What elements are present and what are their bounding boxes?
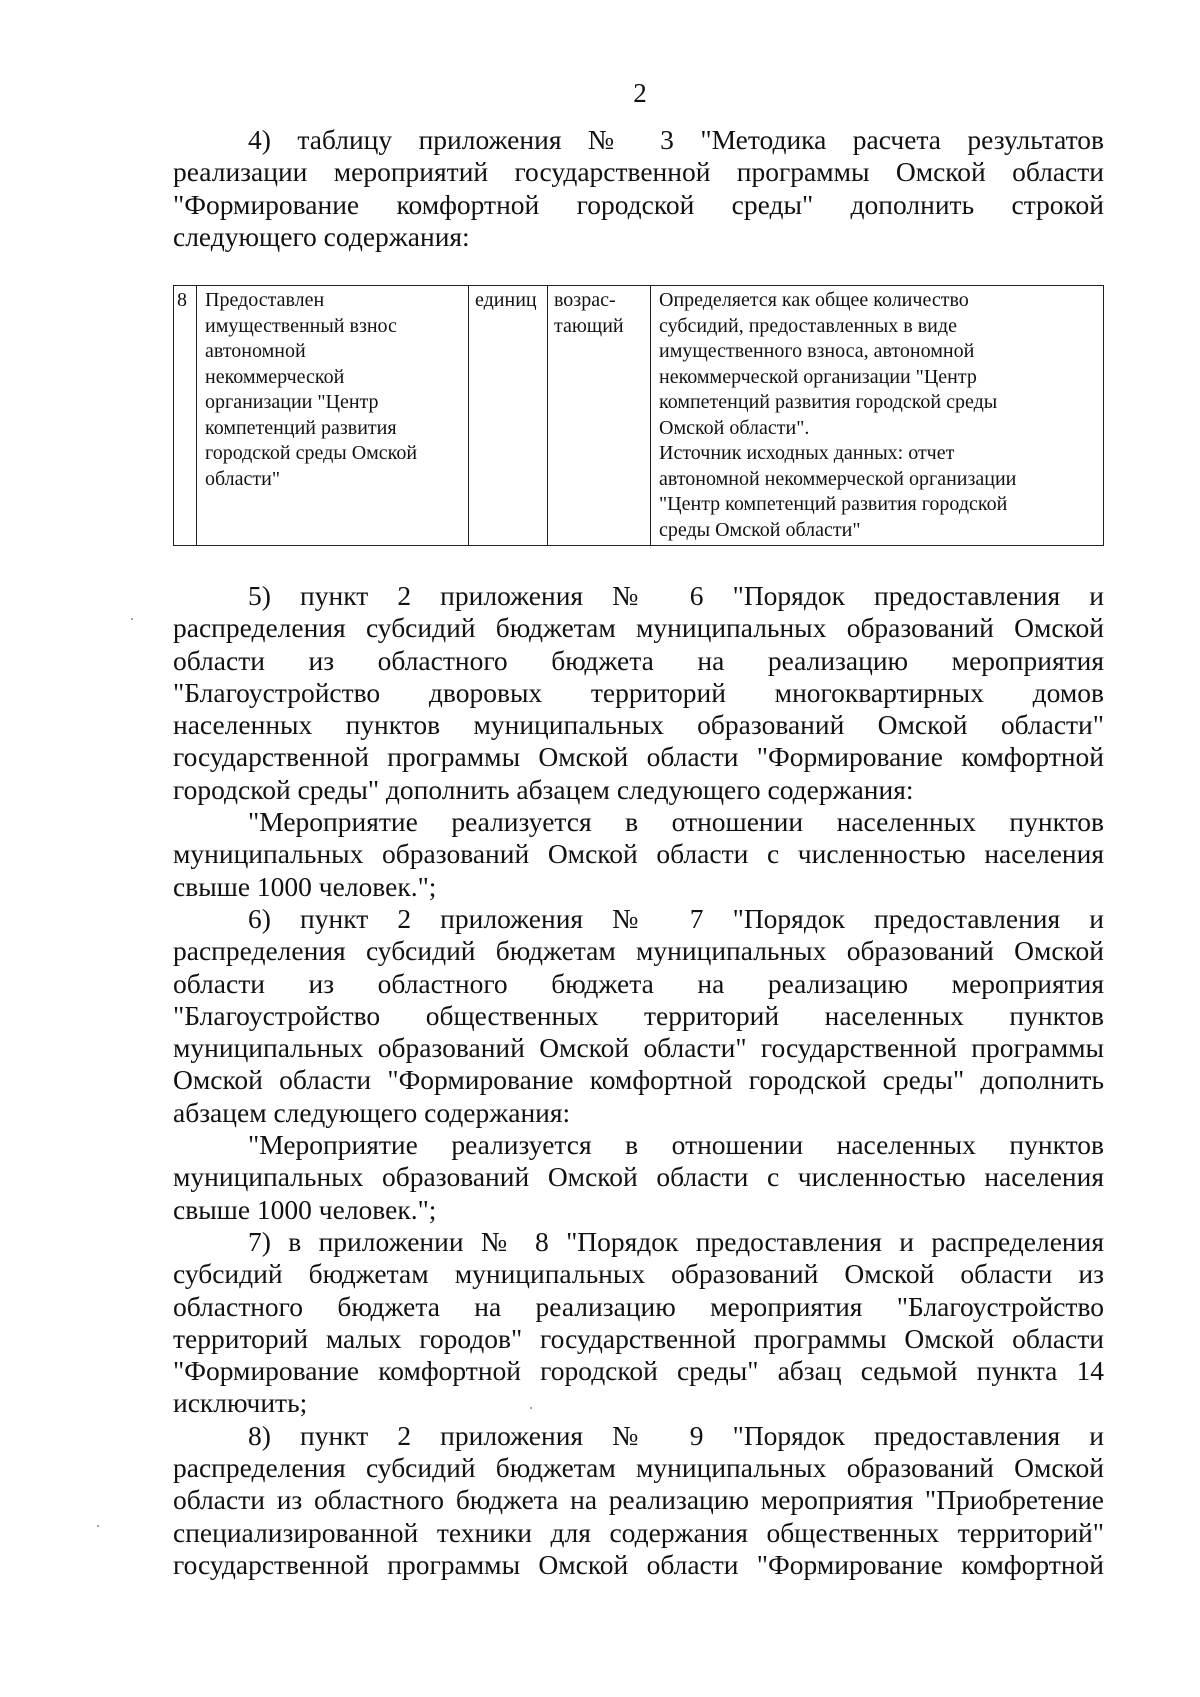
cell-line: Источник исходных данных: отчет bbox=[659, 442, 955, 464]
text-line: области из областного бюджета на реализацию мероприятия "Приобретение bbox=[173, 1484, 1104, 1516]
trend-cell bbox=[548, 286, 651, 546]
text-line: 8) пункт 2 приложения № 9 "Порядок предоставления и bbox=[248, 1419, 1104, 1451]
text-line: 6) пункт 2 приложения № 7 "Порядок предоставления и bbox=[248, 902, 1104, 934]
cell-line: Определяется как общее количество bbox=[659, 289, 969, 311]
cell-line: автономной некоммерческой организации bbox=[659, 467, 1017, 490]
scan-speck bbox=[97, 1525, 99, 1527]
text-line: специализированной техники для содержания общественных территорий" bbox=[173, 1516, 1104, 1548]
text-line: исключить; bbox=[173, 1387, 308, 1419]
indicator-name-cell bbox=[197, 286, 469, 546]
scan-speck bbox=[131, 618, 133, 620]
text-line: областного бюджета на реализацию мероприятия "Благоустройство bbox=[173, 1290, 1104, 1322]
text-line: "Мероприятие реализуется в отношении населенных пунктов bbox=[248, 806, 1104, 838]
cell-line: тающий bbox=[554, 314, 624, 337]
inserted-table-row bbox=[173, 285, 1104, 546]
cell-line: городской среды Омской bbox=[205, 442, 418, 464]
cell-line: "Центр компетенций развития городской bbox=[659, 493, 1008, 515]
text-line: "Благоустройство общественных территорий населенных пунктов bbox=[173, 999, 1104, 1031]
cell-line: области" bbox=[205, 467, 281, 490]
table-row bbox=[174, 286, 1104, 546]
text-line: государственной программы Омской области "Формирование комфортной bbox=[173, 1548, 1104, 1580]
cell-line: имущественного взноса, автономной bbox=[659, 340, 975, 362]
page-number: 2 bbox=[633, 78, 647, 108]
text-line: 4) таблицу приложения № 3 "Методика расчета результатов bbox=[248, 124, 1104, 155]
text-line: абзацем следующего содержания: bbox=[173, 1096, 571, 1128]
scan-speck bbox=[530, 1407, 532, 1409]
cell-line: среды Омской области" bbox=[659, 518, 861, 541]
text-line: области из областного бюджета на реализацию мероприятия bbox=[173, 967, 1104, 999]
method-cell bbox=[651, 286, 1104, 546]
cell-line: возрас- bbox=[554, 289, 616, 311]
cell-line: некоммерческой организации "Центр bbox=[659, 365, 977, 388]
text-line: распределения субсидий бюджетам муниципальных образований Омской bbox=[173, 1452, 1104, 1484]
text-line: субсидий бюджетам муниципальных образований Омской области из bbox=[173, 1258, 1104, 1290]
cell-line: имущественный взнос bbox=[205, 314, 397, 337]
cell-line: компетенций развития городской среды bbox=[659, 391, 998, 413]
text-line: государственной программы Омской области "Формирование комфортной bbox=[173, 741, 1104, 773]
body-text bbox=[173, 580, 1104, 1581]
text-line: муниципальных образований Омской области" государственной программы bbox=[173, 1032, 1104, 1064]
cell-line: организации "Центр bbox=[205, 391, 379, 413]
text-line: 5) пункт 2 приложения № 6 "Порядок предоставления и bbox=[248, 580, 1104, 611]
cell-line: Предоставлен bbox=[205, 289, 325, 311]
text-line: свыше 1000 человек."; bbox=[173, 1193, 437, 1225]
text-line: муниципальных образований Омской области с численностью населения bbox=[173, 838, 1104, 870]
text-line: следующего содержания: bbox=[173, 220, 470, 252]
text-line: "Формирование комфортной городской среды" абзац седьмой пункта 14 bbox=[173, 1355, 1104, 1387]
cell-line: некоммерческой bbox=[205, 365, 345, 388]
text-line: населенных пунктов муниципальных образований Омской области" bbox=[173, 709, 1104, 741]
cell-line: Омской области". bbox=[659, 416, 810, 439]
text-line: "Мероприятие реализуется в отношении населенных пунктов bbox=[248, 1129, 1104, 1161]
cell-line: компетенций развития bbox=[205, 416, 397, 439]
text-line: свыше 1000 человек."; bbox=[173, 870, 437, 902]
text-line: "Благоустройство дворовых территорий многоквартирных домов bbox=[173, 676, 1104, 708]
text-line: области из областного бюджета на реализацию мероприятия bbox=[173, 644, 1104, 676]
text-line: Омской области "Формирование комфортной городской среды" дополнить bbox=[173, 1064, 1104, 1096]
cell-line: субсидий, предоставленных в виде bbox=[659, 314, 957, 337]
text-line: распределения субсидий бюджетам муниципальных образований Омской bbox=[173, 612, 1104, 644]
unit-cell: единиц bbox=[469, 286, 548, 546]
text-line: городской среды" дополнить абзацем следующего содержания: bbox=[173, 773, 914, 805]
text-line: муниципальных образований Омской области с численностью населения bbox=[173, 1161, 1104, 1193]
cell-line: автономной bbox=[205, 340, 306, 362]
text-line: распределения субсидий бюджетам муниципальных образований Омской bbox=[173, 935, 1104, 967]
text-line: "Формирование комфортной городской среды" дополнить строкой bbox=[173, 188, 1104, 220]
text-line: 7) в приложении № 8 "Порядок предоставления и распределения bbox=[248, 1225, 1104, 1257]
row-number-cell: 8 bbox=[174, 286, 197, 546]
text-line: реализации мероприятий государственной программы Омской области bbox=[173, 156, 1104, 188]
intro-paragraph bbox=[173, 124, 1104, 253]
text-line: территорий малых городов" государственной программы Омской области bbox=[173, 1322, 1104, 1354]
